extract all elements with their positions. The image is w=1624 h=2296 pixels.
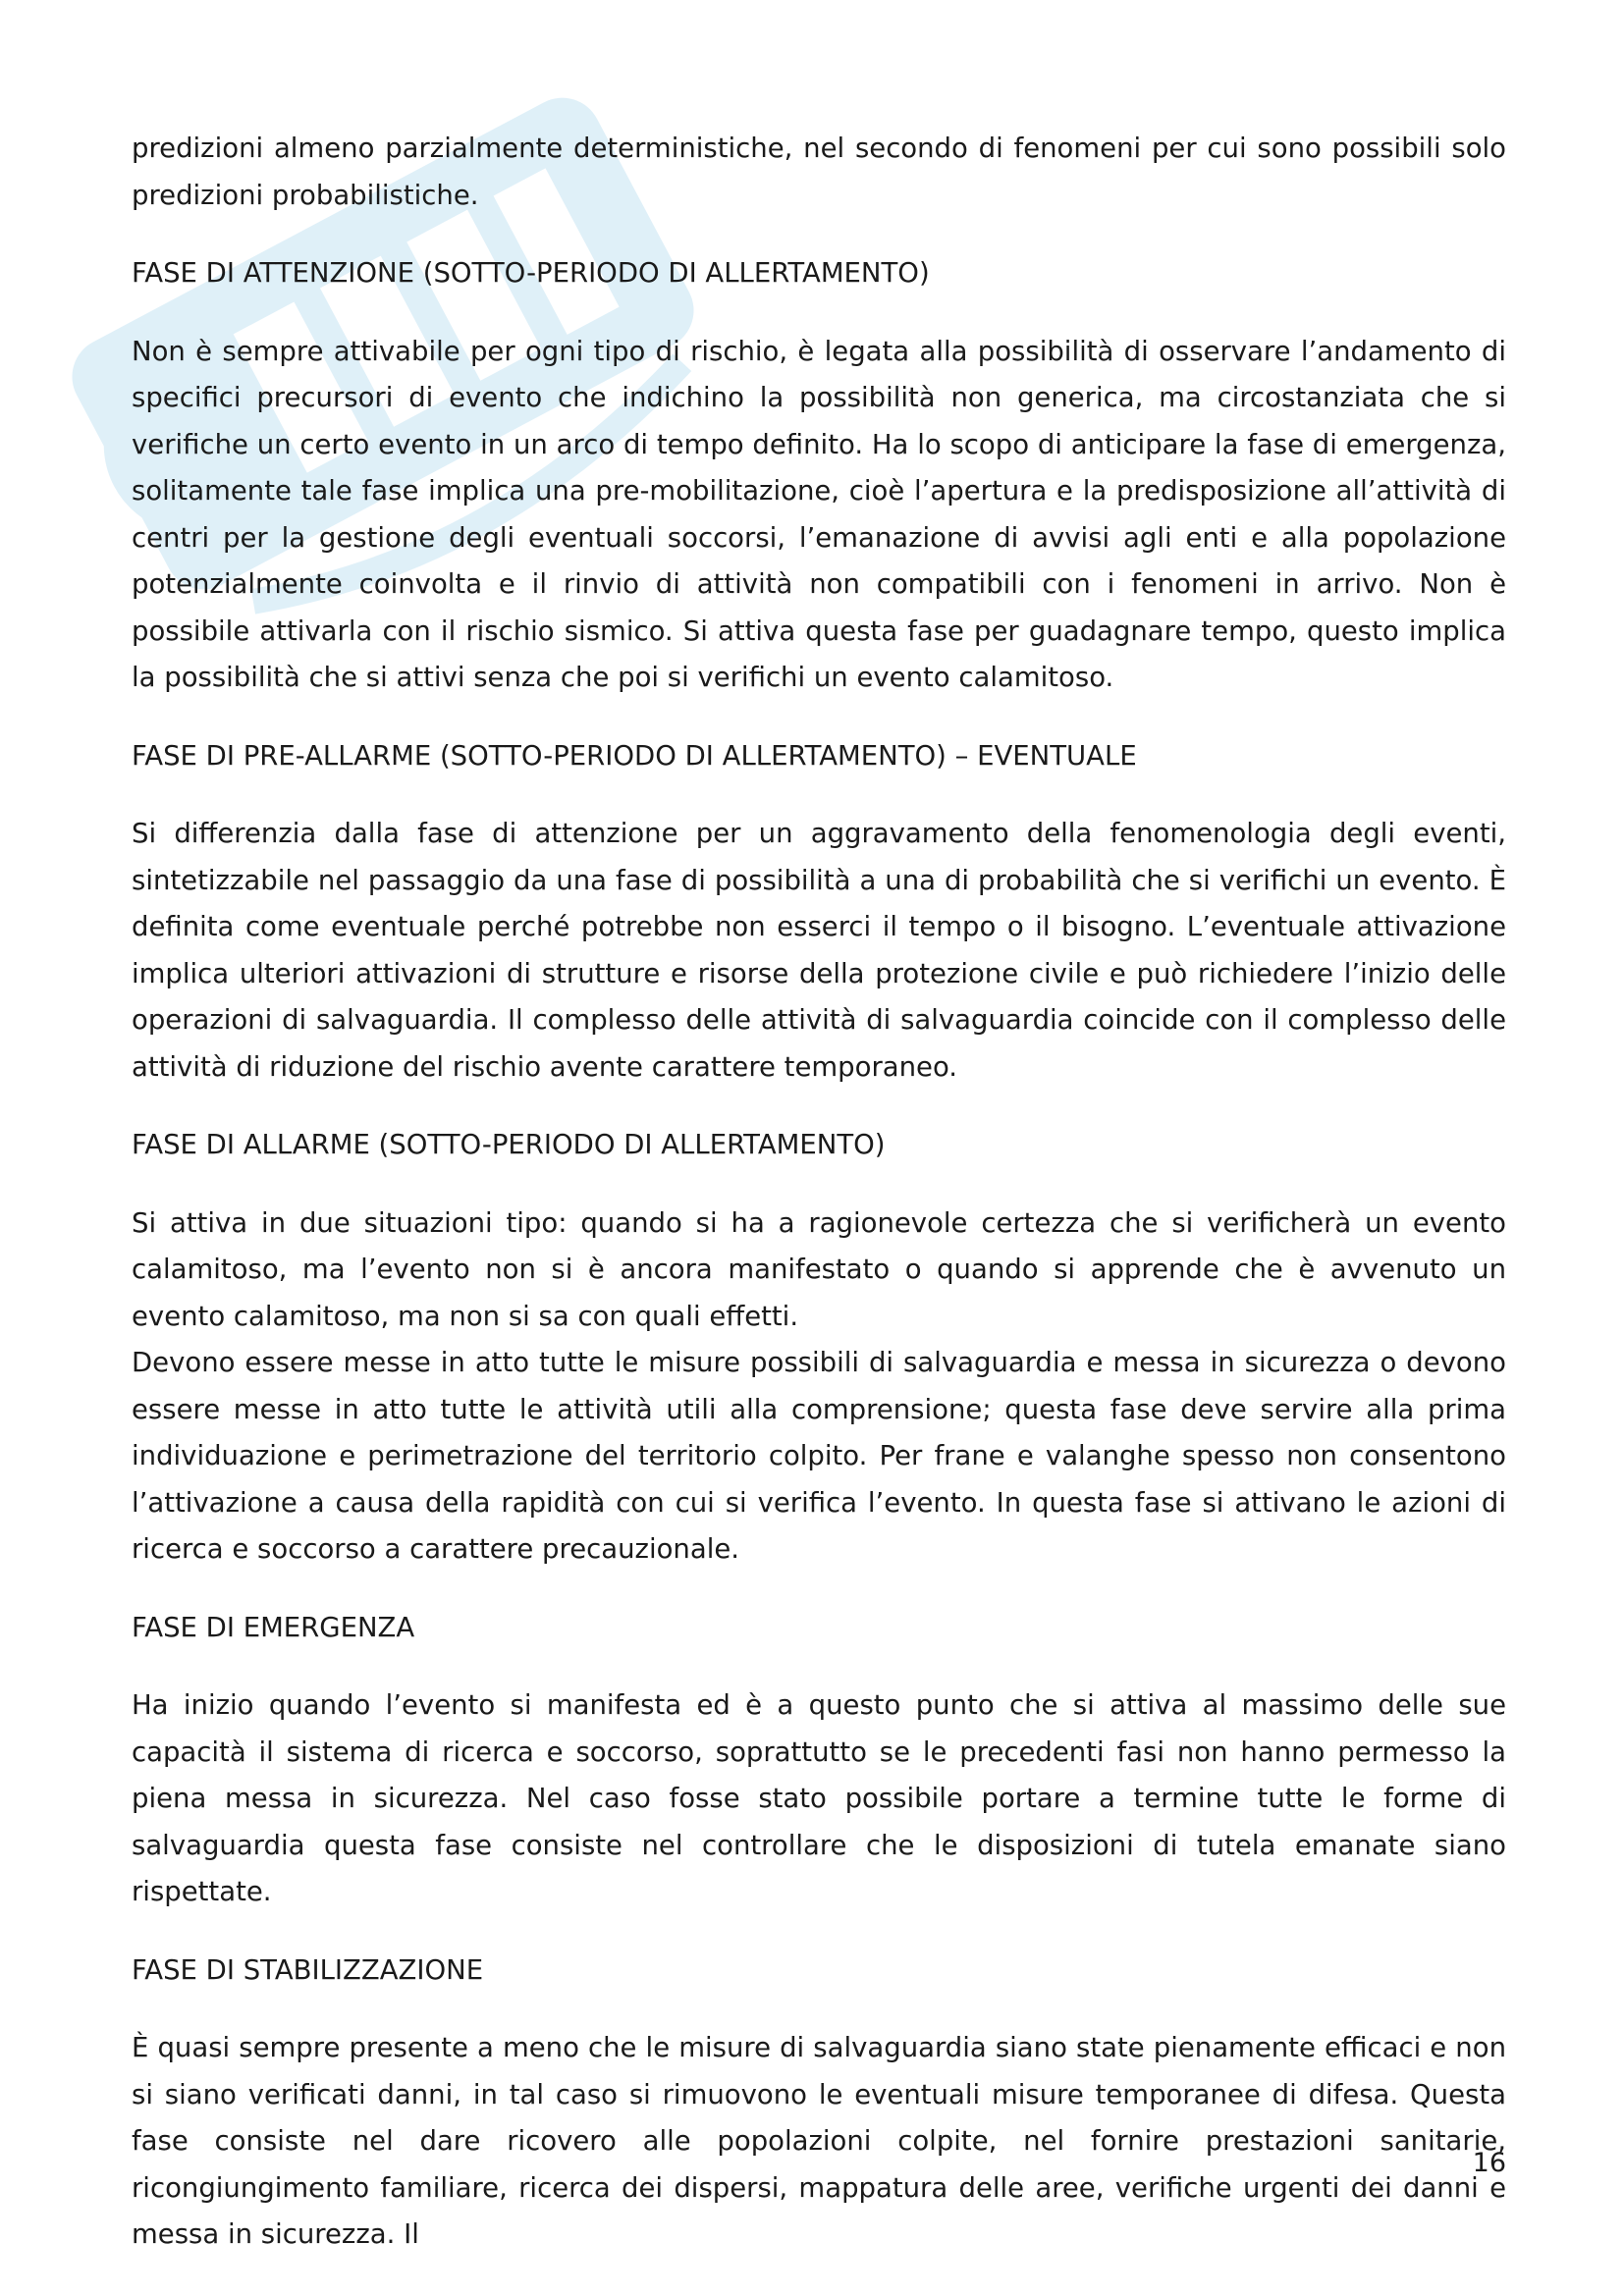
- section-heading: FASE DI PRE-ALLARME (SOTTO-PERIODO DI ALLERTAMENTO) – EVENTUALE: [132, 739, 1137, 772]
- body-paragraph: Devono essere messe in atto tutte le misure possibili di salvaguardia e messa in sicurezza o devono essere messe in atto tutte le attività utili alla comprensione; questa fase deve servire alla prima individuazione e perimetrazione del territorio colpito. Per frane e valanghe spesso non consentono l’attivazione a causa della rapidità con cui si verifica l’evento. In questa fase si attivano le azioni di ricerca e soccorso a carattere precauzionale.: [132, 1347, 1506, 1565]
- section-heading: FASE DI ATTENZIONE (SOTTO-PERIODO DI ALLERTAMENTO): [132, 257, 930, 289]
- body-paragraph: predizioni almeno parzialmente deterministiche, nel secondo di fenomeni per cui sono possibili solo predizioni probabilistiche.: [132, 133, 1506, 211]
- body-paragraph: È quasi sempre presente a meno che le misure di salvaguardia siano state pienamente efficaci e non si siano verificati danni, in tal caso si rimuovono le eventuali misure temporanee di difesa. Questa fase consiste nel dare ricovero alle popolazioni colpite, nel fornire prestazioni sanitarie, ricongiungimento familiare, ricerca dei dispersi, mappatura delle aree, verifiche urgenti dei danni e messa in sicurezza. Il: [132, 2032, 1506, 2250]
- section-heading: FASE DI ALLARME (SOTTO-PERIODO DI ALLERTAMENTO): [132, 1129, 886, 1160]
- body-paragraph: Ha inizio quando l’evento si manifesta ed è a questo punto che si attiva al massimo delle sue capacità il sistema di ricerca e soccorso, soprattutto se le precedenti fasi non hanno permesso la piena messa in sicurezza. Nel caso fosse stato possibile portare a termine tutte le forme di salvaguardia questa fase consiste nel controllare che le disposizioni di tutela emanate siano rispettate.: [132, 1689, 1506, 1907]
- section-heading: FASE DI STABILIZZAZIONE: [132, 1953, 484, 1986]
- body-paragraph: Non è sempre attivabile per ogni tipo di rischio, è legata alla possibilità di osservare l’andamento di specifici precursori di evento che indichino la possibilità non generica, ma circostanziata che si verifiche un certo evento in un arco di tempo definito. Ha lo scopo di anticipare la fase di emergenza, solitamente tale fase implica una pre-mobilitazione, cioè l’apertura e la predisposizione all’attività di centri per la gestione degli eventuali soccorsi, l’emanazione di avvisi agli enti e alla popolazione potenzialmente coinvolta e il rinvio di attività non compatibili con i fenomeni in arrivo. Non è possibile attivarla con il rischio sismico. Si attiva questa fase per guadagnare tempo, questo implica la possibilità che si attivi senza che poi si verifichi un evento calamitoso.: [132, 335, 1506, 693]
- body-paragraph: Si differenzia dalla fase di attenzione per un aggravamento della fenomenologia degli eventi, sintetizzabile nel passaggio da una fase di possibilità a una di probabilità che si verifichi un evento. È definita come eventuale perché potrebbe non esserci il tempo o il bisogno. L’eventuale attivazione implica ulteriori attivazioni di strutture e risorse della protezione civile e può richiedere l’inizio delle operazioni di salvaguardia. Il complesso delle attività di salvaguardia coincide con il complesso delle attività di riduzione del rischio avente carattere temporaneo.: [132, 818, 1506, 1083]
- body-paragraph: Si attiva in due situazioni tipo: quando si ha a ragionevole certezza che si verificherà un evento calamitoso, ma l’evento non si è ancora manifestato o quando si apprende che è avvenuto un evento calamitoso, ma non si sa con quali effetti.: [132, 1206, 1506, 1332]
- section-heading: FASE DI EMERGENZA: [132, 1611, 415, 1643]
- document-body: [132, 126, 1506, 2259]
- page-number: 16: [1472, 2148, 1506, 2178]
